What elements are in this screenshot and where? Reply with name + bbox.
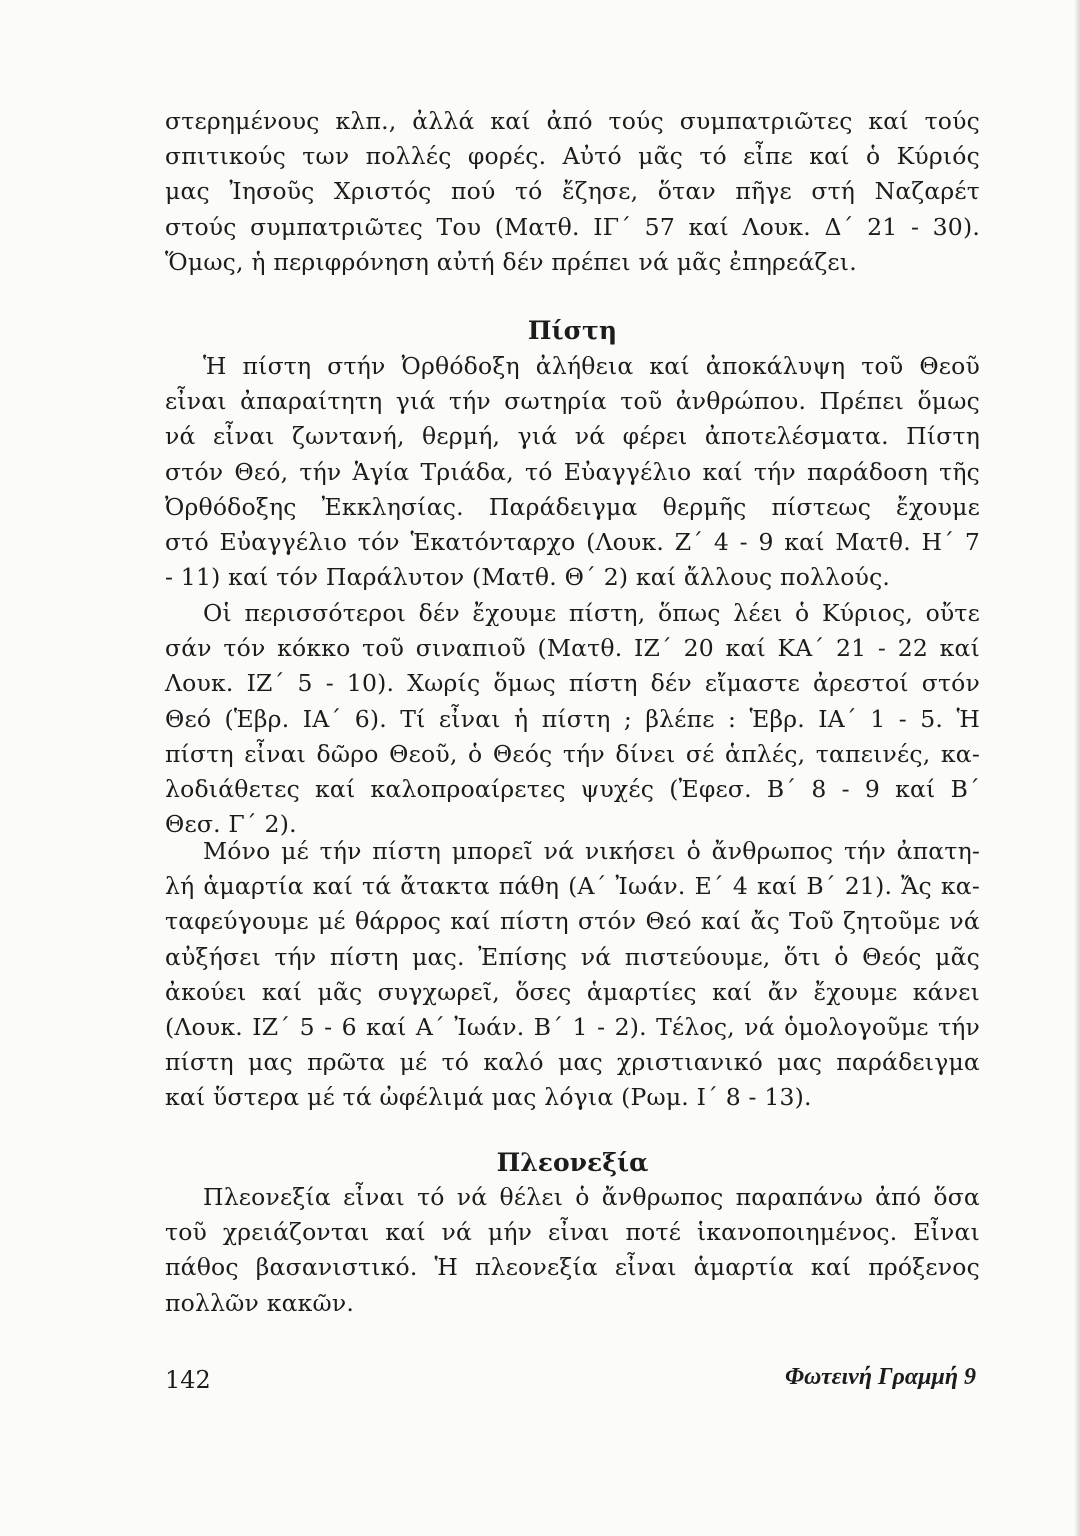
text-line: ἀκούει καί μᾶς συγχωρεῖ, ὅσες ἁμαρτίες καί ἄν ἔχουμε κάνει — [165, 977, 980, 1006]
text-line: σάν τόν κόκκο τοῦ σιναπιοῦ (Ματθ. ΙΖ΄ 20 καί ΚΑ΄ 21 - 22 καί — [165, 634, 980, 663]
text-line: πάθος βασανιστικό. Ἡ πλεονεξία εἶναι ἁμαρτία καί πρόξενος — [165, 1253, 980, 1282]
text-line: Θεό (Ἑβρ. ΙΑ΄ 6). Τί εἶναι ἡ πίστη ; βλέπε : Ἑβρ. ΙΑ΄ 1 - 5. Ἡ — [165, 704, 980, 733]
text-line: Ὅμως, ἡ περιφρόνηση αὐτή δέν πρέπει νά μᾶς ἐπηρεάζει. — [165, 247, 857, 276]
text-line: στούς συμπατριῶτες Του (Ματθ. ΙΓ΄ 57 καί Λουκ. Δ΄ 21 - 30). — [165, 212, 980, 241]
text-line: μας Ἰησοῦς Χριστός πού τό ἔζησε, ὅταν πῆγε στή Ναζαρέτ — [165, 177, 980, 206]
section2-paragraph-1 — [165, 1180, 980, 1321]
intro-paragraph — [165, 104, 980, 280]
text-line: (Λουκ. ΙΖ΄ 5 - 6 καί Α΄ Ἰωάν. Β΄ 1 - 2). Τέλος, νά ὁμολογοῦμε τήν — [165, 1013, 980, 1042]
text-line: σπιτικούς των πολλές φορές. Αὐτό μᾶς τό εἶπε καί ὁ Κύριός — [165, 142, 980, 171]
text-line: πολλῶν κακῶν. — [165, 1288, 355, 1317]
section1-paragraph-2 — [165, 596, 980, 842]
text-line: Πλεονεξία εἶναι τό νά θέλει ὁ ἄνθρωπος παραπάνω ἀπό ὅσα — [203, 1183, 980, 1211]
text-line: λοδιάθετες καί καλοπροαίρετες ψυχές (Ἐφεσ. Β΄ 8 - 9 καί Β΄ — [165, 775, 980, 804]
text-line: αὐξήσει τήν πίστη μας. Ἐπίσης νά πιστεύουμε, ὅτι ὁ Θεός μᾶς — [165, 942, 980, 971]
page-number: 142 — [165, 1366, 211, 1394]
text-line: Οἱ περισσότεροι δέν ἔχουμε πίστη, ὅπως λέει ὁ Κύριος, οὔτε — [203, 599, 980, 627]
text-line: Λουκ. ΙΖ΄ 5 - 10). Χωρίς ὅμως πίστη δέν εἴμαστε ἀρεστοί στόν — [165, 669, 980, 698]
text-line: Μόνο μέ τήν πίστη μπορεῖ νά νικήσει ὁ ἄνθρωπος τήν ἀπατη- — [203, 837, 980, 865]
text-line: λή ἁμαρτία καί τά ἄτακτα πάθη (Α΄ Ἰωάν. Ε΄ 4 καί Β΄ 21). Ἄς κα- — [165, 872, 980, 901]
text-line: Ὀρθόδοξης Ἐκκλησίας. Παράδειγμα θερμῆς πίστεως ἔχουμε — [165, 492, 980, 521]
text-line: Θεσ. Γ΄ 2). — [165, 810, 297, 839]
text-line: στόν Θεό, τήν Ἁγία Τριάδα, τό Εὐαγγέλιο καί τήν παράδοση τῆς — [165, 457, 980, 486]
text-line: νά εἶναι ζωντανή, θερμή, γιά νά φέρει ἀποτελέσματα. Πίστη — [165, 422, 980, 451]
section-heading-pleonexia: Πλεονεξία — [496, 1148, 649, 1177]
text-line: στερημένους κλπ., ἀλλά καί ἀπό τούς συμπατριῶτες καί τούς — [165, 107, 980, 135]
text-line: ταφεύγουμε μέ θάρρος καί πίστη στόν Θεό καί ἄς Τοῦ ζητοῦμε νά — [165, 907, 980, 936]
text-line: καί ὕστερα μέ τά ὠφέλιμά μας λόγια (Ρωμ. Ι΄ 8 - 13). — [165, 1083, 812, 1112]
text-line: τοῦ χρειάζονται καί νά μήν εἶναι ποτέ ἱκανοποιημένος. Εἶναι — [165, 1218, 980, 1247]
text-line: στό Εὐαγγέλιο τόν Ἑκατόνταρχο (Λουκ. Ζ΄ 4 - 9 καί Ματθ. Η΄ 7 — [165, 528, 980, 557]
section1-paragraph-1 — [165, 349, 980, 595]
section1-paragraph-3 — [165, 834, 980, 1116]
page-edge-shadow — [1074, 0, 1080, 1536]
text-line: Ἡ πίστη στήν Ὀρθόδοξη ἀλήθεια καί ἀποκάλυψη τοῦ Θεοῦ — [203, 352, 980, 380]
text-line: - 11) καί τόν Παράλυτον (Ματθ. Θ΄ 2) καί ἄλλους πολλούς. — [165, 563, 891, 592]
text-line: εἶναι ἀπαραίτητη γιά τήν σωτηρία τοῦ ἀνθρώπου. Πρέπει ὅμως — [165, 387, 980, 416]
text-line: πίστη μας πρῶτα μέ τό καλό μας χριστιανικό μας παράδειγμα — [165, 1048, 980, 1077]
running-title: Φωτεινή Γραμμή 9 — [785, 1364, 976, 1390]
section-heading-pisti: Πίστη — [527, 316, 618, 345]
text-line: πίστη εἶναι δῶρο Θεοῦ, ὁ Θεός τήν δίνει σέ ἁπλές, ταπεινές, κα- — [165, 739, 980, 768]
